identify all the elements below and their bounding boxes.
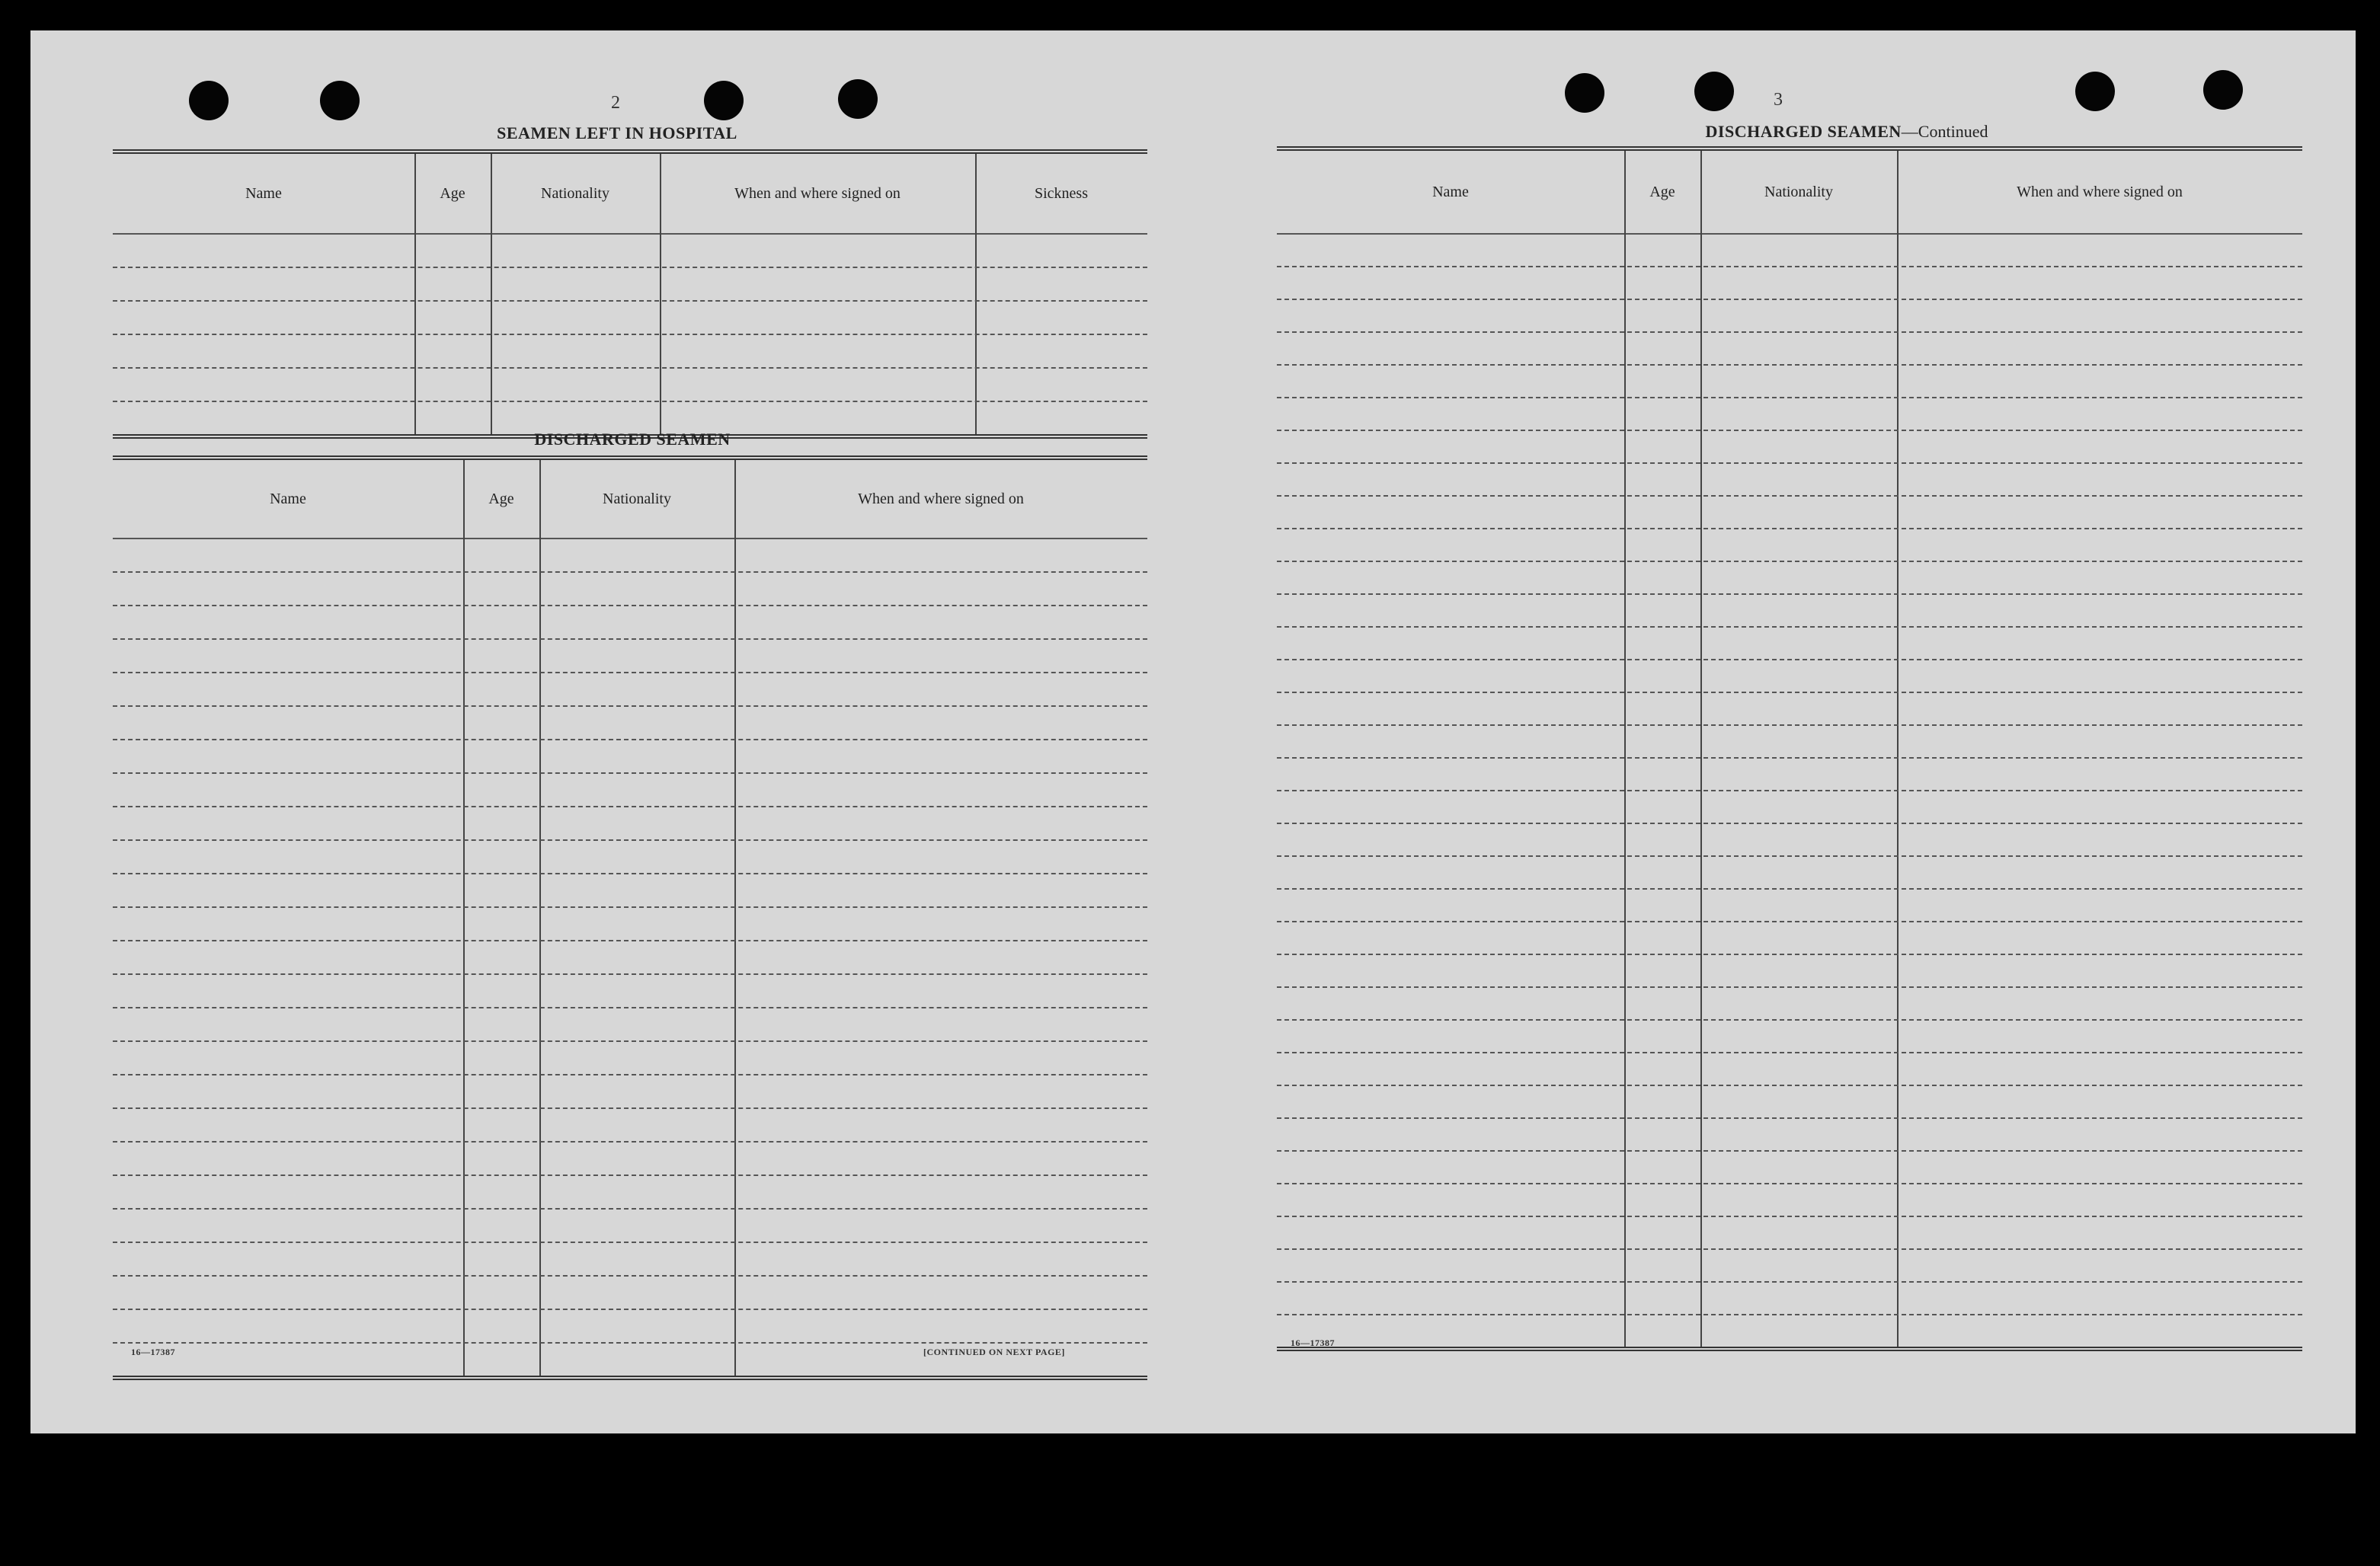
table-header-rule: [113, 538, 1147, 539]
table-row[interactable]: [1277, 528, 2302, 529]
discharged-section-title: DISCHARGED SEAMEN: [534, 430, 731, 449]
punch-hole: [704, 81, 744, 120]
table-row[interactable]: [113, 300, 1147, 302]
column-header-when-and-where-signed-on: When and where signed on: [734, 184, 900, 202]
column-divider: [734, 460, 736, 1376]
table-row[interactable]: [113, 571, 1147, 573]
table-row[interactable]: [1277, 823, 2302, 824]
table-row[interactable]: [113, 772, 1147, 774]
column-header-age: Age: [1649, 183, 1675, 200]
table-row[interactable]: [113, 739, 1147, 740]
table-row[interactable]: [113, 1342, 1147, 1344]
table-row[interactable]: [1277, 462, 2302, 464]
form-code-left: 16—17387: [131, 1347, 175, 1357]
column-divider: [1897, 151, 1899, 1347]
table-row[interactable]: [113, 806, 1147, 807]
table-row[interactable]: [1277, 888, 2302, 890]
table-row[interactable]: [1277, 1085, 2302, 1086]
table-row[interactable]: [113, 367, 1147, 369]
table-row[interactable]: [1277, 561, 2302, 562]
table-row[interactable]: [1277, 1052, 2302, 1053]
table-row[interactable]: [1277, 593, 2302, 595]
column-header-age: Age: [440, 184, 465, 202]
table-bottom-rule: [1277, 1347, 2302, 1351]
table-row[interactable]: [113, 873, 1147, 874]
column-header-when-and-where-signed-on: When and where signed on: [858, 490, 1024, 507]
column-header-when-and-where-signed-on: When and where signed on: [2017, 183, 2183, 200]
table-row[interactable]: [1277, 954, 2302, 955]
table-row[interactable]: [1277, 1019, 2302, 1021]
discharged-table: [113, 455, 1147, 1376]
table-row[interactable]: [1277, 1314, 2302, 1315]
discharged-continued-title-main: DISCHARGED SEAMEN: [1705, 122, 1902, 141]
table-row[interactable]: [1277, 1248, 2302, 1250]
table-row[interactable]: [113, 1107, 1147, 1109]
document-sheet: [30, 30, 2356, 1433]
column-divider: [1624, 151, 1626, 1347]
table-row[interactable]: [1277, 757, 2302, 759]
table-row[interactable]: [1277, 1117, 2302, 1119]
table-row[interactable]: [113, 906, 1147, 908]
table-row[interactable]: [113, 401, 1147, 402]
column-divider: [1700, 151, 1702, 1347]
table-row[interactable]: [113, 334, 1147, 335]
table-row[interactable]: [1277, 1183, 2302, 1184]
table-row[interactable]: [113, 1007, 1147, 1008]
punch-hole: [2075, 72, 2115, 111]
table-row[interactable]: [113, 638, 1147, 640]
column-header-sickness: Sickness: [1035, 184, 1088, 202]
column-header-name: Name: [245, 184, 282, 202]
table-row[interactable]: [1277, 790, 2302, 791]
table-row[interactable]: [1277, 430, 2302, 431]
form-code-right: 16—17387: [1291, 1337, 1335, 1348]
table-row[interactable]: [1277, 266, 2302, 267]
punch-hole: [2203, 70, 2243, 110]
table-row[interactable]: [1277, 659, 2302, 660]
column-header-nationality: Nationality: [1764, 183, 1833, 200]
discharged-continued-title-suffix: —Continued: [1901, 122, 1988, 141]
punch-hole: [320, 81, 360, 120]
column-header-nationality: Nationality: [603, 490, 671, 507]
table-row[interactable]: [113, 839, 1147, 841]
column-header-nationality: Nationality: [541, 184, 609, 202]
discharged-continued-title: [1706, 122, 1988, 142]
table-row[interactable]: [113, 940, 1147, 941]
page-number-left: 2: [611, 93, 620, 113]
column-header-name: Name: [1432, 183, 1469, 200]
table-row[interactable]: [113, 705, 1147, 707]
table-row[interactable]: [1277, 1281, 2302, 1283]
column-header-name: Name: [270, 490, 306, 507]
punch-hole: [1565, 73, 1604, 113]
hospital-table: [113, 149, 1147, 440]
table-header-rule: [1277, 233, 2302, 235]
table-row[interactable]: [113, 1141, 1147, 1143]
table-row[interactable]: [1277, 364, 2302, 366]
table-row[interactable]: [1277, 495, 2302, 497]
table-row[interactable]: [113, 1074, 1147, 1075]
table-row[interactable]: [113, 1242, 1147, 1243]
continued-note: [CONTINUED ON NEXT PAGE]: [923, 1347, 1065, 1357]
table-row[interactable]: [113, 267, 1147, 268]
table-row[interactable]: [113, 1208, 1147, 1210]
discharged-continued-table: [1277, 146, 2302, 1373]
table-row[interactable]: [1277, 692, 2302, 693]
table-row[interactable]: [113, 672, 1147, 673]
table-row[interactable]: [1277, 986, 2302, 988]
column-divider: [463, 460, 465, 1376]
punch-hole: [189, 81, 229, 120]
table-row[interactable]: [113, 605, 1147, 606]
table-bottom-rule: [113, 1376, 1147, 1380]
table-row[interactable]: [1277, 626, 2302, 628]
punch-hole: [1694, 72, 1734, 111]
table-row[interactable]: [1277, 397, 2302, 398]
hospital-section-title: SEAMEN LEFT IN HOSPITAL: [497, 123, 737, 142]
table-row[interactable]: [1277, 331, 2302, 333]
column-divider: [539, 460, 541, 1376]
table-row[interactable]: [1277, 1216, 2302, 1217]
table-row[interactable]: [113, 1275, 1147, 1277]
table-row[interactable]: [1277, 855, 2302, 857]
page-number-right: 3: [1774, 90, 1783, 110]
punch-hole: [838, 79, 878, 119]
table-row[interactable]: [1277, 1150, 2302, 1152]
table-row[interactable]: [113, 1309, 1147, 1310]
column-header-age: Age: [488, 490, 514, 507]
table-row[interactable]: [1277, 299, 2302, 300]
table-row[interactable]: [113, 1040, 1147, 1042]
table-row[interactable]: [1277, 921, 2302, 922]
table-row[interactable]: [113, 1174, 1147, 1176]
table-row[interactable]: [113, 973, 1147, 975]
table-header-rule: [113, 233, 1147, 235]
table-row[interactable]: [1277, 724, 2302, 726]
